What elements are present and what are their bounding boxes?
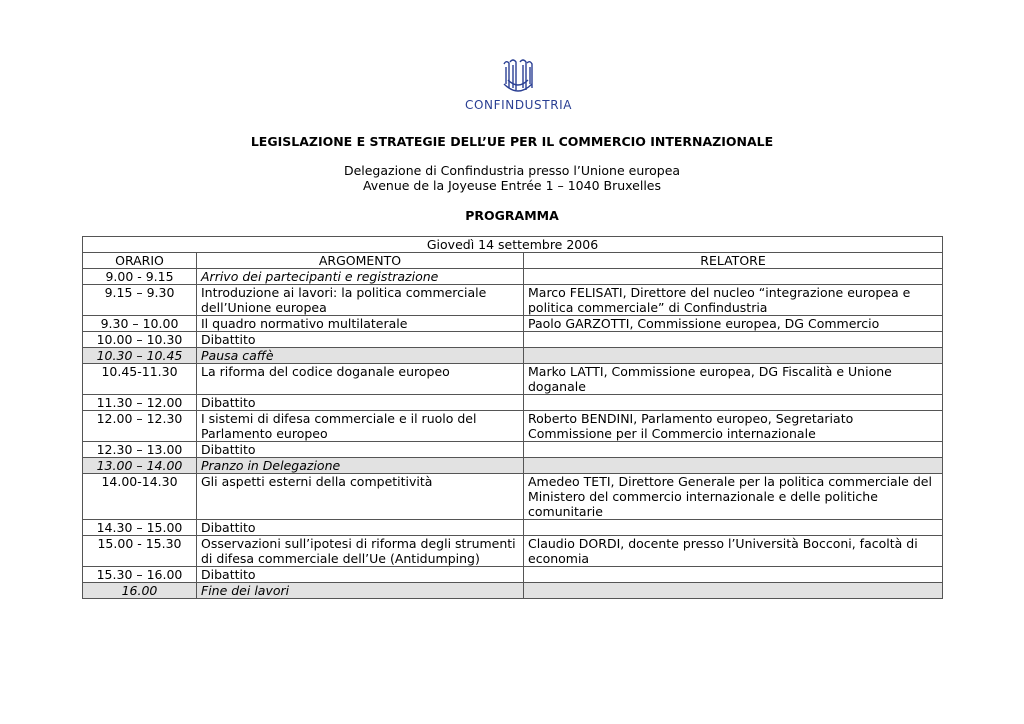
time-cell: 16.00 [83,583,197,599]
speaker-cell: Amedeo TETI, Direttore Generale per la politica commerciale del Ministero del commercio internazionale e delle politiche comunitarie [524,474,943,520]
table-row [83,395,943,411]
time-cell: 15.30 – 16.00 [83,567,197,583]
time-cell: 10.45-11.30 [83,364,197,395]
time-cell: 15.00 - 15.30 [83,536,197,567]
topic-cell: Il quadro normativo multilaterale [197,316,524,332]
table-row [83,285,943,316]
confindustria-logo [465,58,571,112]
table-row [83,474,943,520]
topic-cell: I sistemi di difesa commerciale e il ruolo del Parlamento europeo [197,411,524,442]
time-cell: 14.30 – 15.00 [83,520,197,536]
time-cell: 13.00 – 14.00 [83,458,197,474]
table-row [83,316,943,332]
table-row [83,332,943,348]
speaker-cell: Claudio DORDI, docente presso l’Università Bocconi, facoltà di economia [524,536,943,567]
time-cell: 10.00 – 10.30 [83,332,197,348]
venue-line: Delegazione di Confindustria presso l’Unione europea [343,163,681,178]
speaker-cell: Roberto BENDINI, Parlamento europeo, Segretariato Commissione per il Commercio internazionale [524,411,943,442]
header-row [83,253,943,269]
topic-cell: Dibattito [197,567,524,583]
column-header-topic: ARGOMENTO [197,253,524,269]
topic-cell: Pausa caffè [197,348,524,364]
column-header-time: ORARIO [83,253,197,269]
table-row [83,458,943,474]
address-line: Avenue de la Joyeuse Entrée 1 – 1040 Bruxelles [362,178,661,193]
time-cell: 12.30 – 13.00 [83,442,197,458]
section-heading: PROGRAMMA [465,208,559,223]
topic-cell: Introduzione ai lavori: la politica commerciale dell’Unione europea [197,285,524,316]
table-row [83,364,943,395]
time-cell: 11.30 – 12.00 [83,395,197,411]
table-row [83,520,943,536]
table-row [83,567,943,583]
speaker-cell [524,269,943,285]
speaker-cell [524,395,943,411]
date-row [83,237,943,253]
program-table [82,236,943,599]
time-cell: 9.15 – 9.30 [83,285,197,316]
time-cell: 10.30 – 10.45 [83,348,197,364]
topic-cell: Osservazioni sull’ipotesi di riforma degli strumenti di difesa commerciale dell’Ue (Antidumping) [197,536,524,567]
time-cell: 14.00-14.30 [83,474,197,520]
topic-cell: Arrivo dei partecipanti e registrazione [197,269,524,285]
table-row [83,269,943,285]
time-cell: 9.30 – 10.00 [83,316,197,332]
speaker-cell [524,442,943,458]
document-title: LEGISLAZIONE E STRATEGIE DELL’UE PER IL COMMERCIO INTERNAZIONALE [250,134,774,149]
speaker-cell [524,583,943,599]
topic-cell: Dibattito [197,395,524,411]
speaker-cell: Marco FELISATI, Direttore del nucleo “integrazione europea e politica commerciale” di Confindustria [524,285,943,316]
speaker-cell [524,567,943,583]
speaker-cell [524,332,943,348]
table-row [83,348,943,364]
topic-cell: La riforma del codice doganale europeo [197,364,524,395]
column-header-speaker: RELATORE [524,253,943,269]
topic-cell: Dibattito [197,520,524,536]
speaker-cell [524,458,943,474]
eagle-emblem-icon [498,58,538,96]
logo-wordmark: CONFINDUSTRIA [465,98,573,112]
speaker-cell: Paolo GARZOTTI, Commissione europea, DG Commercio [524,316,943,332]
topic-cell: Pranzo in Delegazione [197,458,524,474]
speaker-cell [524,348,943,364]
speaker-cell [524,520,943,536]
topic-cell: Gli aspetti esterni della competitività [197,474,524,520]
table-row [83,411,943,442]
time-cell: 9.00 - 9.15 [83,269,197,285]
time-cell: 12.00 – 12.30 [83,411,197,442]
table-row [83,536,943,567]
speaker-cell: Marko LATTI, Commissione europea, DG Fiscalità e Unione doganale [524,364,943,395]
table-row [83,442,943,458]
topic-cell: Dibattito [197,332,524,348]
topic-cell: Dibattito [197,442,524,458]
topic-cell: Fine dei lavori [197,583,524,599]
table-row [83,583,943,599]
date-cell: Giovedì 14 settembre 2006 [83,237,943,253]
